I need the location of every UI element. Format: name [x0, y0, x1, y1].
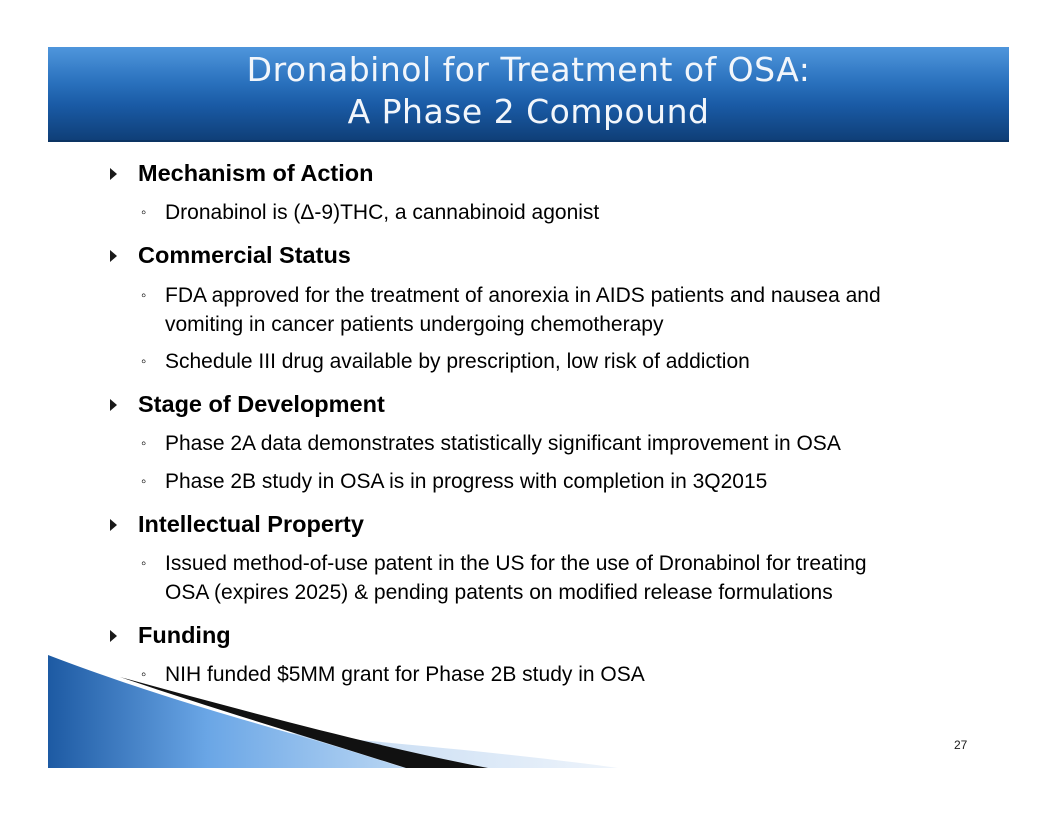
circle-bullet-icon: ◦	[141, 287, 147, 304]
triangle-bullet-icon	[110, 399, 117, 411]
slide-title-line-2: A Phase 2 Compound	[347, 92, 710, 131]
circle-bullet-icon: ◦	[141, 666, 147, 683]
section-heading-development: Stage of Development	[138, 391, 385, 417]
bullet-text: Phase 2B study in OSA is in progress with completion in 3Q2015	[165, 470, 768, 493]
bullet-text: NIH funded $5MM grant for Phase 2B study in OSA	[165, 663, 645, 686]
bullet-text-line-1: FDA approved for the treatment of anorexia in AIDS patients and nausea and	[165, 284, 881, 307]
slide	[48, 47, 1009, 768]
section-heading-ip: Intellectual Property	[138, 511, 364, 537]
bullet-text-line-1: Issued method-of-use patent in the US for the use of Dronabinol for treating	[165, 552, 867, 575]
circle-bullet-icon: ◦	[141, 353, 147, 370]
bullet-text-line-2: OSA (expires 2025) & pending patents on modified release formulations	[165, 581, 833, 604]
bullet-text: Phase 2A data demonstrates statistically significant improvement in OSA	[165, 432, 841, 455]
section-heading-mechanism: Mechanism of Action	[138, 160, 374, 186]
bullet-text: Dronabinol is (Δ-9)THC, a cannabinoid agonist	[165, 201, 600, 224]
page-number: 27	[954, 738, 968, 752]
circle-bullet-icon: ◦	[141, 204, 147, 221]
section-heading-funding: Funding	[138, 622, 231, 648]
slide-content	[48, 47, 1009, 768]
slide-title-line-1: Dronabinol for Treatment of OSA:	[246, 50, 811, 89]
circle-bullet-icon: ◦	[141, 473, 147, 490]
bullet-text: Schedule III drug available by prescription, low risk of addiction	[165, 350, 750, 373]
triangle-bullet-icon	[110, 630, 117, 642]
triangle-bullet-icon	[110, 519, 117, 531]
circle-bullet-icon: ◦	[141, 435, 147, 452]
triangle-bullet-icon	[110, 250, 117, 262]
triangle-bullet-icon	[110, 168, 117, 180]
circle-bullet-icon: ◦	[141, 555, 147, 572]
section-heading-commercial: Commercial Status	[138, 242, 351, 268]
bullet-text-line-2: vomiting in cancer patients undergoing chemotherapy	[165, 313, 664, 336]
